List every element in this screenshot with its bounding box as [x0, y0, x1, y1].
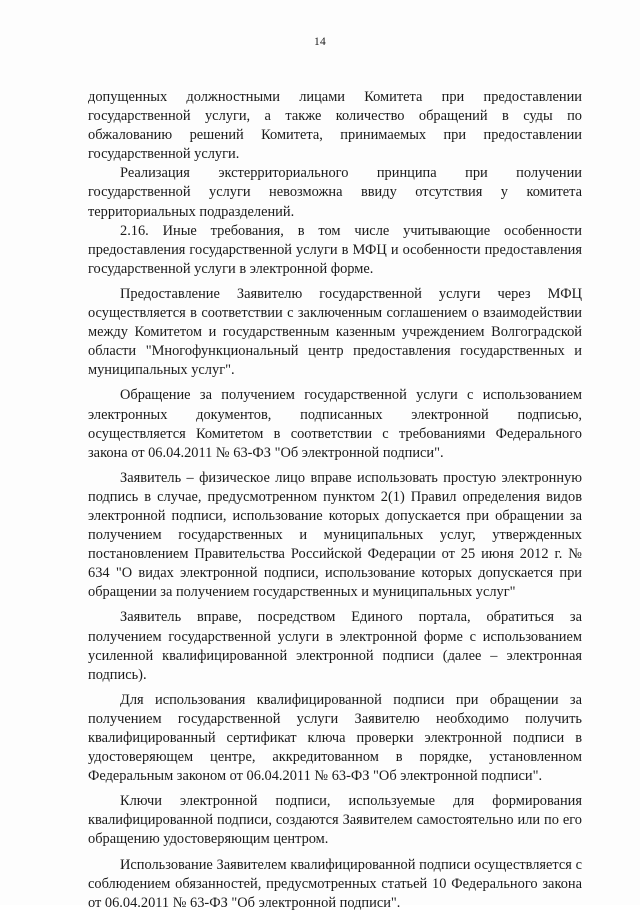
paragraph-qualified-certificate: Для использования квалифицированной подписи при обращении за получением государственной услуги Заявителю необходимо получить квалифицированный сертификат ключа проверки электронной подписи в удостоверяющем центре, аккредитованном в порядке, установленном Федеральным законом от 06.04.2011 № 63-ФЗ "Об электронной подписи". [88, 691, 582, 785]
document-body [88, 88, 582, 913]
paragraph-unified-portal: Заявитель вправе, посредством Единого портала, обратиться за получением государственной услуги в электронной форме с использованием усиленной квалифицированной электронной подписи (далее – электронная подпись). [88, 609, 582, 683]
paragraph-signature-usage: Использование Заявителем квалифицированной подписи осуществляется с соблюдением обязанностей, предусмотренных статьей 10 Федерального закона от 06.04.2011 № 63-ФЗ "Об электронной подписи". [88, 856, 582, 911]
paragraph-section-2-16: 2.16. Иные требования, в том числе учитывающие особенности предоставления государственной услуги в МФЦ и особенности предоставления государственной услуги в электронной форме. [88, 222, 582, 277]
page-number: 14 [314, 36, 326, 48]
paragraph-signature-keys: Ключи электронной подписи, используемые для формирования квалифицированной подписи, создаются Заявителем самостоятельно или по его обращению удостоверяющим центром. [88, 793, 582, 848]
paragraph-mfc-provision: Предоставление Заявителю государственной услуги через МФЦ осуществляется в соответствии с заключенным соглашением о взаимодействии между Комитетом и государственным казенным учреждением Волгоградской области "Многофункциональный центр предоставления государственных и муниципальных услуг". [88, 285, 582, 379]
paragraph-simple-signature: Заявитель – физическое лицо вправе использовать простую электронную подпись в случае, предусмотренном пунктом 2(1) Правил определения видов электронной подписи, использование которых допускается при обращении за получением государственных и муниципальных услуг, утвержденных постановлением Правительства Российской Федерации от 25 июня 2012 г. № 634 "О видах электронной подписи, использование которых допускается при обращении за получением государственных и муниципальных услуг" [88, 469, 582, 601]
paragraph-exterritorial-principle: Реализация экстерриториального принципа при получении государственной услуги невозможна ввиду отсутствия у комитета территориальных подразделений. [88, 165, 582, 220]
paragraph-continuation: допущенных должностными лицами Комитета при предоставлении государственной услуги, а также количество обращений в суды по обжалованию решений Комитета, принимаемых при предоставлении государственной услуги. [88, 89, 582, 163]
paragraph-electronic-documents: Обращение за получением государственной услуги с использованием электронных документов, подписанных электронной подписью, осуществляется Комитетом в соответствии с требованиями Федерального закона от 06.04.2011 № 63-ФЗ "Об электронной подписи". [88, 387, 582, 461]
